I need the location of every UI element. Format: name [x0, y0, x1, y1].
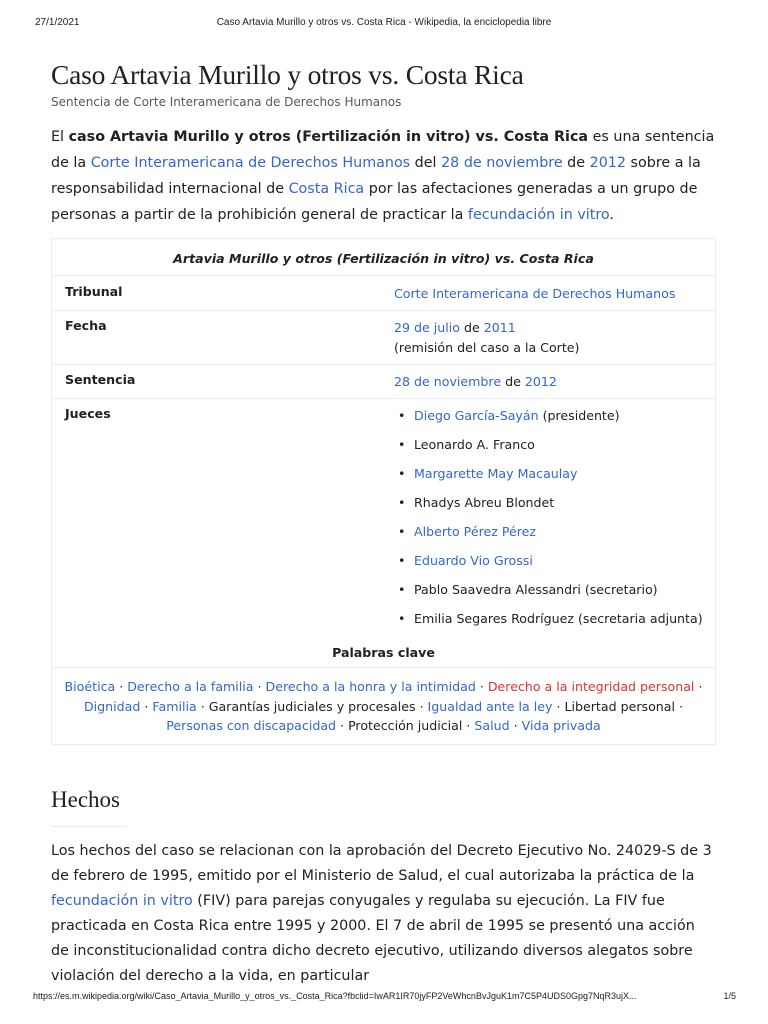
- link-sentencia-dia[interactable]: 28 de noviembre: [394, 374, 502, 389]
- judge-link[interactable]: Margarette May Macaulay: [414, 466, 578, 481]
- link-28-noviembre[interactable]: 28 de noviembre: [441, 155, 563, 171]
- infobox-label-sentencia: Sentencia: [65, 372, 136, 387]
- judge-name: Pablo Saavedra Alessandri: [414, 582, 581, 597]
- infobox-row-fecha: [52, 310, 715, 365]
- keyword-separator: ·: [196, 698, 209, 714]
- keyword-link[interactable]: Derecho a la honra y la intimidad: [265, 679, 476, 694]
- infobox-row-sentencia: [52, 364, 715, 399]
- judge-role: (secretario): [580, 582, 658, 597]
- lead-text: .: [609, 207, 614, 223]
- keyword-separator: ·: [674, 698, 683, 714]
- infobox: [51, 238, 716, 745]
- keyword-link[interactable]: Dignidad: [83, 698, 141, 714]
- print-date: 27/1/2021: [35, 17, 80, 28]
- judge-name: Emilia Segares Rodríguez: [414, 611, 575, 626]
- link-2012[interactable]: 2012: [589, 155, 626, 171]
- keyword-separator: ·: [253, 679, 266, 694]
- judge-item: [394, 435, 703, 464]
- infobox-row-jueces: [52, 398, 715, 631]
- keyword-separator: ·: [462, 718, 475, 733]
- lead-text: sobre a la responsabilidad internacional de: [51, 155, 701, 197]
- judge-item: [394, 580, 703, 609]
- keywords-list: [52, 677, 715, 736]
- print-page-number: 1/5: [723, 991, 736, 1001]
- keyword-text: Garantías judiciales y procesales: [208, 698, 416, 714]
- print-page-title: Caso Artavia Murillo y otros vs. Costa Rica - Wikipedia, la enciclopedia libre: [216, 17, 552, 28]
- judge-item: [394, 464, 703, 493]
- fecha-de: de: [459, 320, 484, 335]
- keyword-link[interactable]: Personas con discapacidad: [166, 718, 337, 733]
- link-fecha-anio[interactable]: 2011: [483, 320, 516, 335]
- hechos-text: Los hechos del caso se relacionan con la aprobación del Decreto Ejecutivo No. 24029-S de 3 de febrero de 1995, emitido por el Ministerio de Salud, el cual autorizaba la práctica de la: [51, 843, 712, 884]
- lead-paragraph: [51, 124, 717, 228]
- print-url: https://es.m.wikipedia.org/wiki/Caso_Artavia_Murillo_y_otros_vs._Costa_Rica?fbclid=IwAR1IR70jyFP2VeWhcnBvJguK1m7C5P4UDS0Gpg7NqR3ujX...: [33, 991, 637, 1001]
- judge-item: [394, 522, 703, 551]
- judge-link[interactable]: Eduardo Vio Grossi: [414, 553, 533, 568]
- page-title: Caso Artavia Murillo y otros vs. Costa Rica: [51, 59, 524, 90]
- section-heading-hechos: Hechos: [51, 787, 120, 812]
- infobox-label-fecha: Fecha: [65, 318, 107, 333]
- infobox-caption: Artavia Murillo y otros (Fertilización in vitro) vs. Costa Rica: [52, 239, 715, 276]
- keyword-link[interactable]: Vida privada: [521, 718, 601, 733]
- print-footer: [0, 991, 768, 1005]
- link-corte-idh[interactable]: Corte Interamericana de Derechos Humanos: [90, 155, 411, 171]
- keyword-separator: ·: [140, 698, 153, 714]
- keyword-link[interactable]: Salud: [474, 718, 510, 733]
- keyword-text: Libertad personal: [564, 698, 675, 714]
- judge-link[interactable]: Alberto Pérez Pérez: [414, 524, 536, 539]
- keyword-text: Protección judicial: [348, 718, 463, 733]
- link-costa-rica[interactable]: Costa Rica: [288, 181, 365, 197]
- fecha-note: (remisión del caso a la Corte): [394, 340, 580, 355]
- lead-text: del: [410, 155, 442, 171]
- infobox-label-jueces: Jueces: [65, 406, 111, 421]
- hechos-paragraph: [51, 839, 717, 989]
- judge-item: [394, 406, 703, 435]
- keyword-separator: ·: [694, 679, 703, 694]
- hechos-text: (FIV) para parejas conyugales y regulaba su ejecución. La FIV fue practicada en Costa Rica entre 1995 y 2000. El 7 de abril de 1995 se presentó una acción de inconstitucionalidad contra dicho decreto ejecutivo, utilizando diversos alegatos sobre violación del derecho a la vida, en particular: [51, 893, 695, 984]
- keyword-separator: ·: [509, 718, 522, 733]
- judge-item: [394, 493, 703, 522]
- link-tribunal[interactable]: Corte Interamericana de Derechos Humanos: [394, 286, 676, 301]
- infobox-label-tribunal: Tribunal: [65, 284, 123, 299]
- judge-name: Rhadys Abreu Blondet: [414, 495, 555, 510]
- keywords-heading: Palabras clave: [52, 631, 715, 668]
- keyword-link[interactable]: Familia: [152, 698, 197, 714]
- article-top: [51, 55, 717, 228]
- lead-text: de: [562, 155, 590, 171]
- keyword-link[interactable]: Derecho a la familia: [127, 679, 254, 694]
- print-header: [0, 17, 768, 31]
- infobox-row-tribunal: [52, 276, 715, 311]
- lead-text: por las afectaciones generadas a un grupo de personas a partir de la prohibición general de practicar la: [51, 181, 698, 223]
- link-fecha-dia[interactable]: 29 de julio: [394, 320, 460, 335]
- judge-role: (presidente): [538, 408, 620, 423]
- judges-list: [394, 406, 703, 638]
- link-fecundacion-in-vitro[interactable]: fecundación in vitro: [467, 207, 610, 223]
- keyword-separator: ·: [115, 679, 128, 694]
- keyword-separator: ·: [475, 679, 488, 694]
- lead-text: El: [51, 129, 69, 145]
- keyword-separator: ·: [415, 698, 428, 714]
- page-subtitle: Sentencia de Corte Interamericana de Derechos Humanos: [51, 95, 402, 109]
- keyword-separator: ·: [552, 698, 565, 714]
- judge-name: Leonardo A. Franco: [414, 437, 535, 452]
- keyword-link[interactable]: Igualdad ante la ley: [427, 698, 553, 714]
- lead-text: es una sentencia de la: [51, 129, 715, 171]
- keyword-separator: ·: [336, 718, 349, 733]
- judge-link[interactable]: Diego García-Sayán: [414, 408, 539, 423]
- keyword-link[interactable]: Derecho a la integridad personal: [487, 679, 695, 694]
- judge-role: (secretaria adjunta): [574, 611, 703, 626]
- section-divider: [51, 826, 126, 827]
- sentencia-de: de: [501, 374, 525, 389]
- keyword-link[interactable]: Bioética: [64, 679, 116, 694]
- link-sentencia-anio[interactable]: 2012: [524, 374, 557, 389]
- lead-bold-title: caso Artavia Murillo y otros (Fertilización in vitro) vs. Costa Rica: [68, 129, 589, 145]
- link-fecundacion-in-vitro-2[interactable]: fecundación in vitro: [51, 893, 193, 909]
- judge-item: [394, 551, 703, 580]
